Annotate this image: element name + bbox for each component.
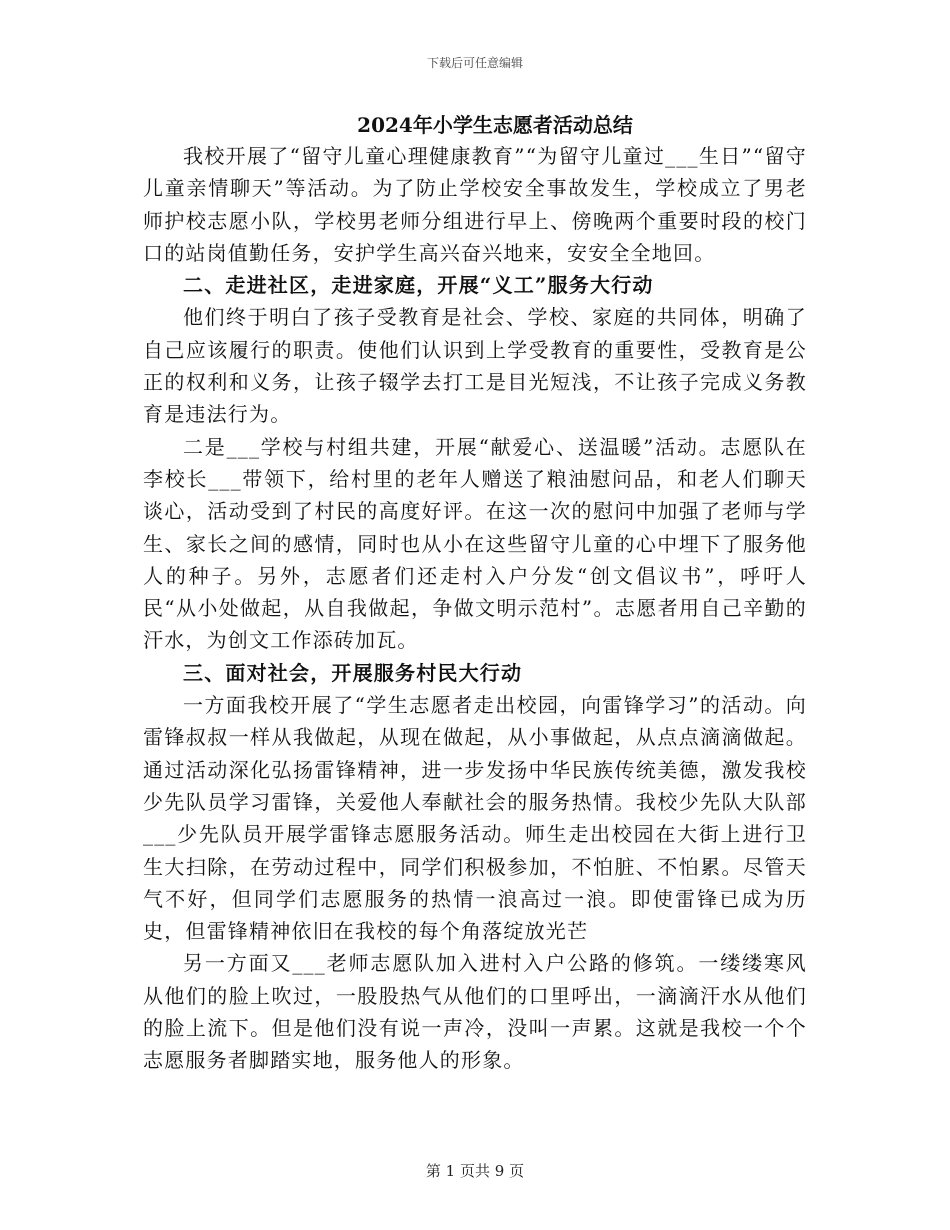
paragraph: 另一方面又___老师志愿队加入进村入户公路的修筑。一缕缕寒风从他们的脸上吹过，一股股热气从他们的口里呼出，一滴滴汗水从他们的脸上流下。但是他们没有说一声冷，没叫一声累。这就是我校一个个志愿服务者脚踏实地，服务他人的形象。 (143, 951, 807, 1073)
page-header-note: 下载后可任意编辑 (426, 56, 523, 70)
paragraph: 二是___学校与村组共建，开展“献爱心、送温暖”活动。志愿队在李校长___带领下，给村里的老年人赠送了粮油慰问品，和老人们聊天谈心，活动受到了村民的高度好评。在这一次的慰问中加强了老师与学生、家长之间的感情，同时也从小在这些留守儿童的心中埋下了服务他人的种子。另外，志愿者们还走村入户分发“创文倡议书”，呼吁人民“从小处做起，从自我做起，争做文明示范村”。志愿者用自己辛勤的汗水，为创文工作添砖加瓦。 (143, 434, 807, 653)
section-heading: 三、面对社会，开展服务村民大行动 (183, 660, 523, 685)
page-number: 第 1 页共 9 页 (425, 1162, 525, 1180)
document-title: 2024年小学生志愿者活动总结 (357, 113, 633, 137)
paragraph: 一方面我校开展了“学生志愿者走出校园，向雷锋学习”的活动。向雷锋叔叔一样从我做起，从现在做起，从小事做起，从点点滴滴做起。通过活动深化弘扬雷锋精神，进一步发扬中华民族传统美德，激发我校少先队员学习雷锋，关爱他人奉献社会的服务热情。我校少先队大队部___少先队员开展学雷锋志愿服务活动。师生走出校园在大街上进行卫生大扫除，在劳动过程中，同学们积极参加，不怕脏、不怕累。尽管天气不好，但同学们志愿服务的热情一浪高过一浪。即使雷锋已成为历史，但雷锋精神依旧在我校的每个角落绽放光芒 (143, 693, 807, 944)
paragraph: 我校开展了“留守儿童心理健康教育”“为留守儿童过___生日”“留守儿童亲情聊天”等活动。为了防止学校安全事故发生，学校成立了男老师护校志愿小队，学校男老师分组进行早上、傍晚两个重要时段的校门口的站岗值勤任务，安护学生高兴奋兴地来，安安全全地回。 (143, 144, 807, 265)
document-body (143, 110, 807, 1077)
section-heading: 二、走进社区，走进家庭，开展“义工”服务大行动 (183, 273, 654, 298)
paragraph: 他们终于明白了孩子受教育是社会、学校、家庭的共同体，明确了自己应该履行的职责。使他们认识到上学受教育的重要性，受教育是公正的权利和义务，让孩子辍学去打工是目光短浅，不让孩子完成义务教育是违法行为。 (143, 305, 807, 427)
